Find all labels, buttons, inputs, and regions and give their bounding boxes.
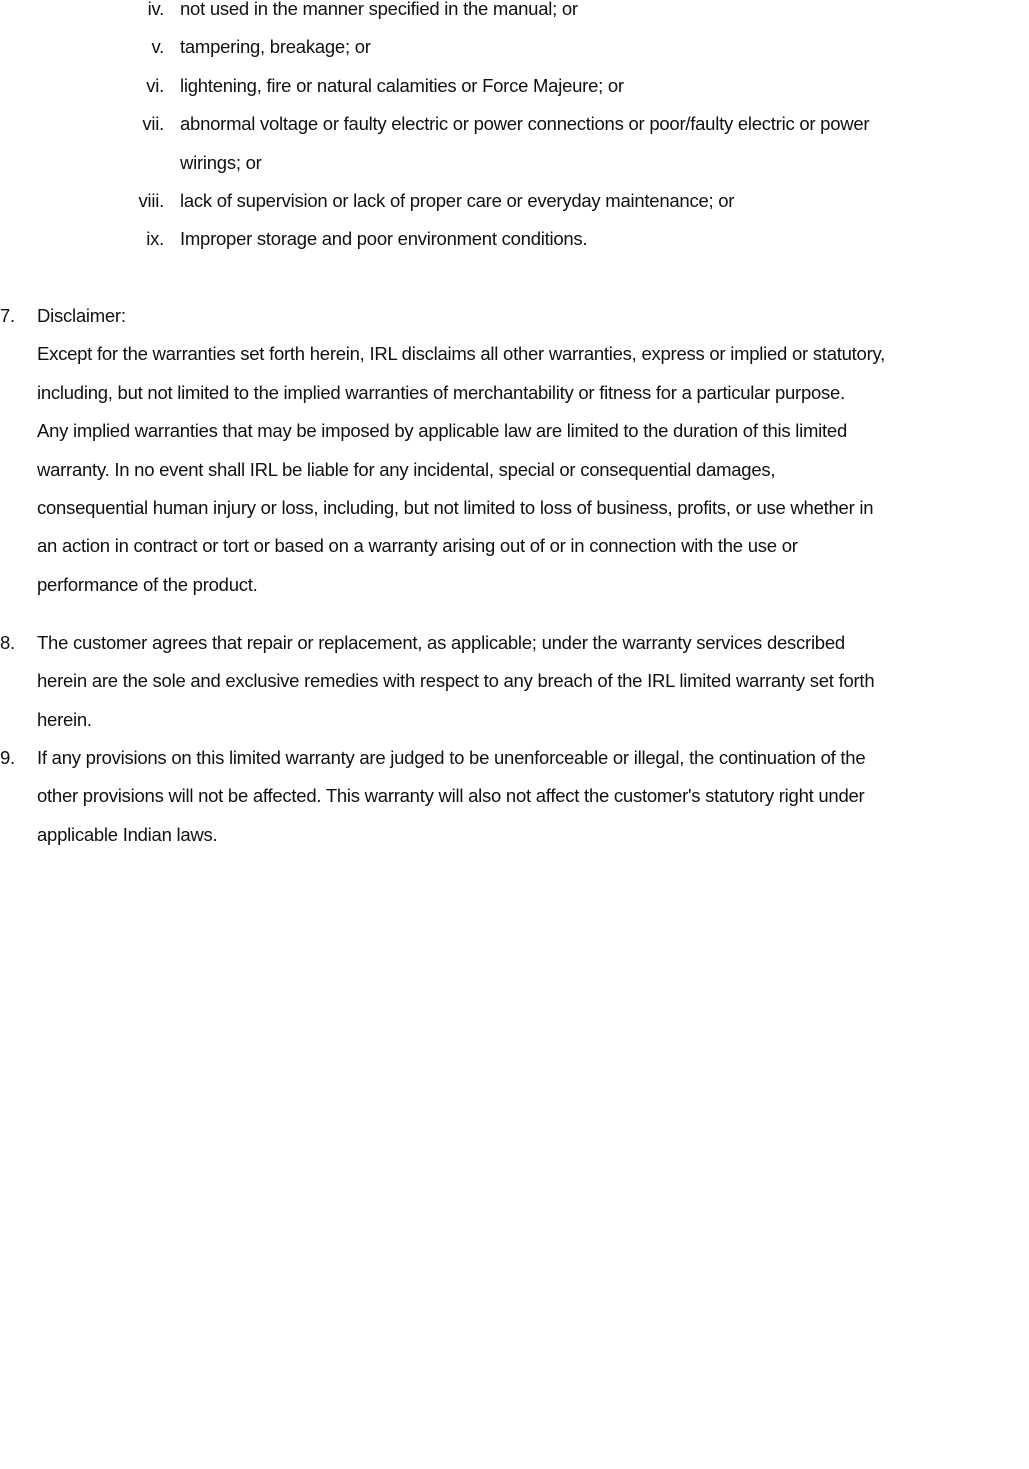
- exclusions-sublist: [0, 0, 1029, 259]
- list-item: [0, 67, 1029, 105]
- section-number: 7.: [0, 305, 15, 326]
- text-line: other provisions will not be affected. This warranty will also not affect the customer's statutory right under: [37, 785, 865, 807]
- list-item-number: ix.: [146, 228, 164, 250]
- list-item-number: vii.: [142, 113, 164, 135]
- text-line: applicable Indian laws.: [37, 823, 218, 845]
- text-line: Any implied warranties that may be imposed by applicable law are limited to the duration of this limited: [37, 420, 847, 442]
- text-line: wirings; or: [180, 151, 262, 173]
- section-body: [37, 739, 1012, 854]
- text-line: If any provisions on this limited warranty are judged to be unenforceable or illegal, the continuation of the: [37, 747, 866, 768]
- text-line: Improper storage and poor environment conditions.: [180, 228, 588, 250]
- text-line: tampering, breakage; or: [180, 36, 371, 58]
- text-line: abnormal voltage or faulty electric or power connections or poor/faulty electric or power: [180, 113, 870, 135]
- list-item-text: [180, 220, 1010, 258]
- text-line: herein are the sole and exclusive remedies with respect to any breach of the IRL limited warranty set forth: [37, 670, 875, 692]
- text-line: including, but not limited to the implied warranties of merchantability or fitness for a particular purpose.: [37, 381, 845, 403]
- section-number: 8.: [0, 632, 15, 653]
- text-line: The customer agrees that repair or replacement, as applicable; under the warranty services described: [37, 632, 845, 653]
- list-item: [0, 105, 1029, 182]
- list-item-number: vi.: [146, 74, 164, 96]
- text-line: warranty. In no event shall IRL be liable for any incidental, special or consequential damages,: [37, 458, 776, 480]
- list-item-number: viii.: [138, 190, 164, 212]
- list-item: [0, 182, 1029, 220]
- list-item: [0, 220, 1029, 258]
- list-item-number: v.: [151, 36, 164, 58]
- list-item-text: [180, 0, 1010, 28]
- text-line: Except for the warranties set forth herein, IRL disclaims all other warranties, express or implied or statutory,: [37, 343, 886, 365]
- section-heading: Disclaimer:: [37, 305, 126, 326]
- section-body: [37, 297, 1012, 604]
- list-item-text: [180, 105, 1010, 182]
- section-number: 9.: [0, 747, 15, 768]
- text-line: lightening, fire or natural calamities or Force Majeure; or: [180, 74, 624, 96]
- list-item-text: [180, 182, 1010, 220]
- text-line: consequential human injury or loss, including, but not limited to loss of business, profits, or use whether in: [37, 497, 874, 519]
- list-item-number: iv.: [147, 0, 164, 19]
- list-item: [0, 28, 1029, 66]
- list-item-text: [180, 28, 1010, 66]
- section-body: [37, 624, 1012, 739]
- list-item: [0, 0, 1029, 28]
- text-line: an action in contract or tort or based on a warranty arising out of or in connection with the use or: [37, 535, 798, 557]
- text-line: herein.: [37, 708, 92, 730]
- text-line: performance of the product.: [37, 573, 258, 595]
- text-line: lack of supervision or lack of proper care or everyday maintenance; or: [180, 190, 735, 212]
- text-line: not used in the manner specified in the manual; or: [180, 0, 578, 19]
- list-item-text: [180, 67, 1010, 105]
